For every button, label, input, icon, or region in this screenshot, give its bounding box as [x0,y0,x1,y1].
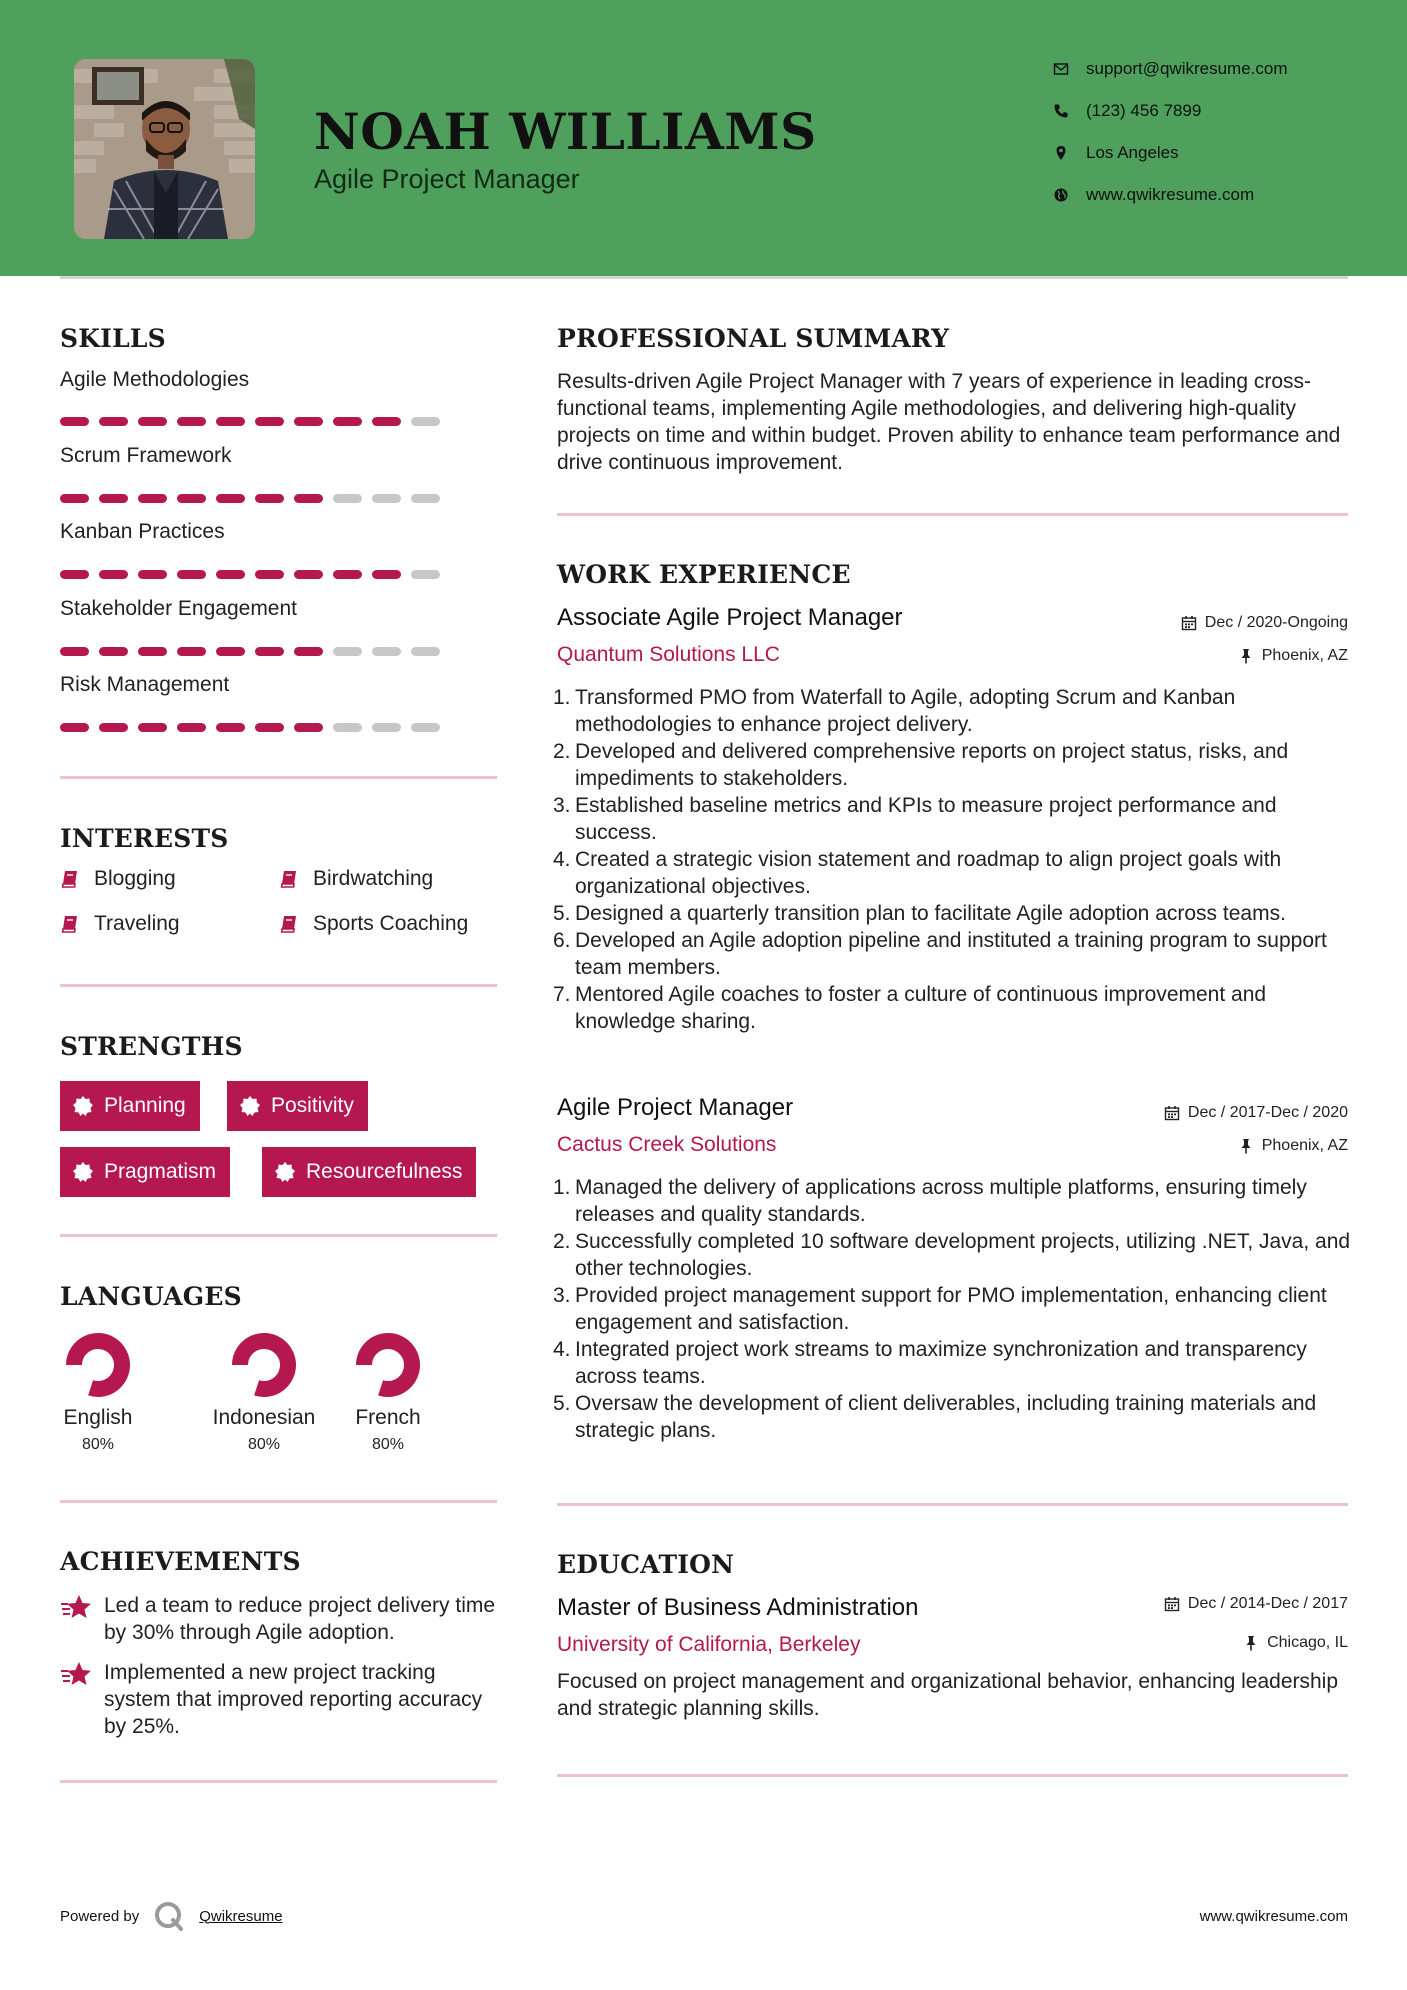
strength-tag [227,1081,368,1131]
skill-dash [372,417,401,426]
interest-label: Traveling [94,912,180,935]
skill-dash [216,647,245,656]
interest-item [279,867,433,891]
bullet-text: Oversaw the development of client deliverables, including training materials and strategic plans. [575,1392,1317,1442]
achievement-item [60,1659,500,1740]
skill-dash [294,494,323,503]
footer-powered-by [60,1900,283,1932]
badge-icon [239,1095,261,1117]
skill-bar [60,570,440,579]
language-name: French [355,1406,421,1429]
contact-location [1050,140,1179,166]
section-divider [557,1774,1348,1777]
skill-dash [333,723,362,732]
book-icon [60,869,80,889]
star-icon [60,1592,92,1622]
skill-dash [177,647,206,656]
skill-dash [255,417,284,426]
strengths-title: STRENGTHS [60,1032,243,1061]
badge-icon [72,1095,94,1117]
skill-dash [333,570,362,579]
bullet-text: Developed and delivered comprehensive reports on project status, risks, and impediments to stakeholders. [575,740,1289,790]
language-item [28,1332,168,1454]
job-bullet [553,981,1355,1035]
pushpin-icon [1243,1635,1259,1651]
skill-dash [411,723,440,732]
education-location-text: Chicago, IL [1267,1634,1348,1651]
experience-title: WORK EXPERIENCE [557,560,851,589]
skill-bar [60,647,440,656]
pushpin-icon [1238,1138,1254,1154]
achievement-text: Implemented a new project tracking system that improved reporting accuracy by 25%. [104,1661,483,1738]
skill-dash [60,570,89,579]
contact-phone-text: (123) 456 7899 [1086,101,1202,120]
skill-dash [99,570,128,579]
job-bullet [553,900,1355,927]
job-company: Quantum Solutions LLC [557,643,780,666]
contact-email[interactable] [1050,56,1288,82]
bullet-number: 4. [553,1338,571,1361]
contact-phone[interactable] [1050,98,1201,124]
bullet-text: Provided project management support for PMO implementation, enhancing client engagement and satisfaction. [575,1284,1327,1334]
skill-dash [60,723,89,732]
bullet-number: 2. [553,1230,571,1253]
bullet-text: Designed a quarterly transition plan to facilitate Agile adoption across teams. [575,902,1286,925]
languages-title: LANGUAGES [60,1282,242,1311]
skill-dash [60,494,89,503]
profile-photo-image [74,59,255,239]
job-company: Cactus Creek Solutions [557,1133,777,1156]
interest-label: Sports Coaching [313,912,469,935]
skill-dash [138,647,167,656]
skill-dash [294,723,323,732]
bullet-number: 4. [553,848,571,871]
skill-dash [60,417,89,426]
job-location [1238,647,1348,665]
skill-dash [138,723,167,732]
skill-dash [333,417,362,426]
interest-item [60,912,180,936]
section-divider [60,984,497,987]
contact-website-text: www.qwikresume.com [1086,185,1255,204]
skill-dash [216,494,245,503]
bullet-text: Transformed PMO from Waterfall to Agile, adopting Scrum and Kanban methodologies to enhance project delivery. [575,686,1236,736]
skill-dash [411,417,440,426]
section-divider [60,1234,497,1237]
strength-tag [60,1147,230,1197]
interest-item [279,912,468,936]
book-icon [279,914,299,934]
skill-dash [177,494,206,503]
pushpin-icon [1238,648,1254,664]
section-divider [60,1780,497,1783]
bullet-number: 2. [553,740,571,763]
badge-icon [72,1161,94,1183]
contact-email-text: support@qwikresume.com [1086,59,1288,78]
skill-name: Scrum Framework [60,444,232,467]
language-name: Indonesian [212,1406,316,1429]
skill-dash [411,494,440,503]
skill-bar [60,417,440,426]
skill-dash [372,494,401,503]
skill-dash [255,647,284,656]
language-ring-arc [364,1341,412,1389]
language-ring [355,1332,421,1398]
strength-label: Resourcefulness [306,1160,463,1183]
strength-label: Planning [104,1094,186,1117]
powered-by-label: Powered by [60,1907,140,1925]
skill-dash [177,570,206,579]
contact-location-text: Los Angeles [1086,143,1179,162]
envelope-icon [1050,58,1072,80]
skill-dash [99,417,128,426]
book-icon [60,914,80,934]
strength-label: Positivity [271,1094,354,1117]
job-bullet [553,738,1355,792]
achievement-item [60,1592,500,1646]
job-dates-text: Dec / 2017-Dec / 2020 [1187,1104,1348,1121]
bullet-text: Established baseline metrics and KPIs to measure project performance and success. [575,794,1277,844]
job-bullets [553,684,1355,1035]
skill-dash [255,570,284,579]
language-item [194,1332,334,1454]
bullet-number: 5. [553,902,571,925]
header-banner [0,0,1407,276]
language-ring [231,1332,297,1398]
skill-name: Agile Methodologies [60,368,250,391]
skill-name: Stakeholder Engagement [60,597,297,620]
job-bullet [553,1336,1355,1390]
header-divider [60,276,1348,279]
skill-dash [372,723,401,732]
job-bullet [553,846,1355,900]
language-percent: 80% [81,1436,115,1453]
bullet-text: Created a strategic vision statement and roadmap to align project goals with organizational objectives. [575,848,1282,898]
calendar-icon [1164,1596,1180,1612]
education-degree: Master of Business Administration [557,1594,919,1621]
language-percent: 80% [247,1436,281,1453]
skill-name: Kanban Practices [60,520,225,543]
book-icon [279,869,299,889]
skill-dash [372,570,401,579]
language-ring [65,1332,131,1398]
skill-dash [294,647,323,656]
bullet-text: Integrated project work streams to maximize synchronization and transparency across teams. [575,1338,1307,1388]
bullet-text: Managed the delivery of applications across multiple platforms, ensuring timely releases and quality standards. [575,1176,1307,1226]
skill-dash [216,570,245,579]
job-location-text: Phoenix, AZ [1261,647,1348,664]
job-bullet [553,1390,1355,1444]
skill-dash [177,723,206,732]
star-icon [60,1659,92,1689]
bullet-text: Developed an Agile adoption pipeline and instituted a training program to support team members. [575,929,1327,979]
contact-website[interactable] [1050,182,1254,208]
skills-title: SKILLS [60,324,166,353]
strength-tag [262,1147,476,1197]
skill-dash [138,494,167,503]
achievements-title: ACHIEVEMENTS [60,1547,301,1576]
skill-bar [60,723,440,732]
language-name: English [63,1406,133,1429]
footer-website[interactable]: www.qwikresume.com [1199,1908,1348,1925]
job-location [1238,1137,1348,1155]
job-bullet [553,1228,1355,1282]
skill-dash [255,494,284,503]
job-title: Associate Agile Project Manager [557,604,903,631]
job-location-text: Phoenix, AZ [1261,1137,1348,1154]
skill-dash [99,647,128,656]
bullet-number: 7. [553,983,571,1006]
section-divider [60,1500,497,1503]
skill-dash [177,417,206,426]
skill-dash [294,417,323,426]
bullet-number: 6. [553,929,571,952]
skill-dash [138,570,167,579]
section-divider [557,513,1348,516]
skill-dash [333,494,362,503]
language-ring-arc [74,1341,122,1389]
candidate-role: Agile Project Manager [314,164,580,194]
globe-icon [1050,184,1072,206]
skill-dash [411,647,440,656]
strength-label: Pragmatism [104,1160,217,1183]
interest-label: Blogging [94,867,176,890]
summary-title: PROFESSIONAL SUMMARY [557,324,950,353]
calendar-icon [1164,1105,1180,1121]
profile-photo [74,59,255,239]
interest-item [60,867,176,891]
bullet-number: 3. [553,1284,571,1307]
calendar-icon [1181,615,1197,631]
job-title: Agile Project Manager [557,1094,794,1121]
skill-dash [99,494,128,503]
job-dates [1164,1104,1348,1122]
section-divider [557,1503,1348,1506]
qwikresume-link[interactable]: Qwikresume [199,1907,283,1925]
skill-dash [255,723,284,732]
summary-text: Results-driven Agile Project Manager with 7 years of experience in leading cross-functional teams, implementing Agile methodologies, and delivering high-quality projects on time and within budget. Proven ability to enhance team performance and drive continuous improvement. [557,370,1341,474]
skill-dash [60,647,89,656]
language-item [318,1332,458,1454]
bullet-number: 1. [553,1176,571,1199]
bullet-number: 1. [553,686,571,709]
achievement-text: Led a team to reduce project delivery time by 30% through Agile adoption. [104,1594,496,1644]
job-bullet [553,1174,1355,1228]
education-title: EDUCATION [557,1550,735,1579]
bullet-text: Mentored Agile coaches to foster a culture of continuous improvement and knowledge sharing. [575,983,1267,1033]
skill-dash [99,723,128,732]
map-pin-icon [1050,142,1072,164]
skill-dash [138,417,167,426]
section-divider [60,776,497,779]
skill-bar [60,494,440,503]
qwikresume-logo-icon [153,1900,185,1932]
job-bullet [553,1282,1355,1336]
language-ring-arc [240,1341,288,1389]
education-dates-text: Dec / 2014-Dec / 2017 [1187,1595,1348,1612]
interests-title: INTERESTS [60,824,229,853]
skill-dash [333,647,362,656]
strength-tag [60,1081,200,1131]
badge-icon [274,1161,296,1183]
bullet-number: 3. [553,794,571,817]
education-description: Focused on project management and organizational behavior, enhancing leadership and strategic planning skills. [557,1670,1339,1720]
candidate-name: NOAH WILLIAMS [314,102,817,161]
skill-dash [294,570,323,579]
education-school: University of California, Berkeley [557,1633,861,1656]
education-location [1243,1634,1348,1652]
phone-icon [1050,100,1072,122]
job-bullet [553,684,1355,738]
job-bullet [553,792,1355,846]
interest-label: Birdwatching [313,867,434,890]
education-dates [1164,1595,1348,1613]
skill-dash [372,647,401,656]
language-percent: 80% [371,1436,405,1453]
skill-dash [216,417,245,426]
job-bullets [553,1174,1355,1444]
skill-dash [216,723,245,732]
job-dates [1181,614,1348,632]
job-bullet [553,927,1355,981]
skill-name: Risk Management [60,673,230,696]
bullet-number: 5. [553,1392,571,1415]
bullet-text: Successfully completed 10 software development projects, utilizing .NET, Java, and other technologies. [575,1230,1351,1280]
job-dates-text: Dec / 2020-Ongoing [1204,614,1348,631]
skill-dash [411,570,440,579]
